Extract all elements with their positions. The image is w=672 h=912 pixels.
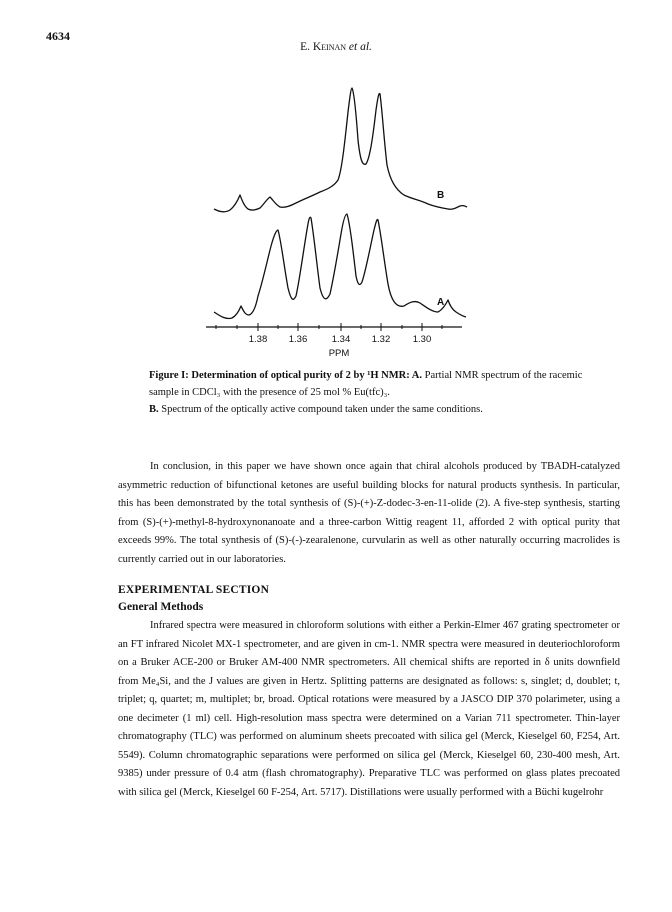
spectrum-a-trace	[214, 214, 466, 319]
experimental-paragraph: Infrared spectra were measured in chloroform solutions with either a Perkin-Elmer 467 grating spectrometer or an FT infrared Nicolet MX-1 spectrometer, and are given in cm-1. NMR spectra were measured in deuteriochloroform on a Bruker ACE-200 or Bruker AM-400 NMR spectrometers. All chemical shifts are reported in δ units downfield from Me₄Si, and the J values are given in Hertz. Splitting patterns are designated as follows: s, singlet; d, doublet; t, triplet; q, quartet; m, multiplet; br, broad. Optical rotations were measured by a JASCO DIP 370 polarimeter, using a one decimeter (1 ml) cell. High-resolution mass spectra were determined on a Varian 711 spectrometer. Thin-layer chromatography (TLC) was performed on aluminum sheets precoated with silica gel (Merck, Kieselgel 60, F254, Art. 5549). Column chromatographic separations were performed on silica gel (Merck, Kieselgel 60, 230-400 mesh, Art. 9385) under pressure of 0.4 atm (flash chromatography). Preparative TLC was performed on glass plates precoated with silica gel (Merck, Kieselgel 60 F-254, Art. 5717). Distillations were usually performed with a Büchi kugelrohr	[118, 620, 620, 798]
spectrum-b-trace	[214, 88, 467, 212]
x-tick-label: 1.32	[371, 334, 391, 345]
caption-b-body: Spectrum of the optically active compound taken under the same conditions.	[158, 404, 483, 415]
conclusion-paragraph: In conclusion, in this paper we have shown once again that chiral alcohols produced by TBADH-catalyzed asymmetric reduction of bifunctional ketones are useful building blocks for natural products synthesis. In particular, this has been demonstrated by the total synthesis of (S)-(+)-Z-dodec-3-en-11-olide (2). A five-step synthesis, starting from (S)-(+)-methyl-8-hydroxynonanoate and a three-carbon Wittig reagent 11, afforded 2 with optical purity that exceeds 99%. The total synthesis of (S)-(-)-zearalenone, curvularin as well as other naturally occurring macrolides is currently carried out in our laboratories.	[118, 461, 620, 565]
figure-caption	[149, 367, 609, 418]
running-head-etal: et al.	[348, 41, 372, 53]
caption-head: Figure I: Determination of optical purity of 2 by ¹H NMR: A.	[149, 370, 423, 381]
subsection-heading: General Methods	[118, 601, 204, 613]
caption-b-label: B.	[149, 404, 159, 415]
caption-body: Partial NMR spectrum of the racemic sample in CDCl₃ with the presence of 25 mol % Eu(tfc)₃.	[149, 370, 583, 398]
running-head-prefix: E.	[300, 41, 313, 53]
x-tick-label: 1.30	[412, 334, 432, 345]
page-number: 4634	[46, 29, 70, 43]
spectrum-b-label: B	[437, 190, 445, 201]
x-tick-label: 1.38	[248, 334, 268, 345]
spectrum-a-label: A	[437, 297, 445, 308]
section-heading: EXPERIMENTAL SECTION	[118, 584, 270, 596]
x-tick-label: 1.36	[288, 334, 308, 345]
x-tick-label: 1.34	[331, 334, 351, 345]
running-head-author: Keinan	[312, 41, 347, 53]
x-axis-label: PPM	[328, 348, 350, 359]
